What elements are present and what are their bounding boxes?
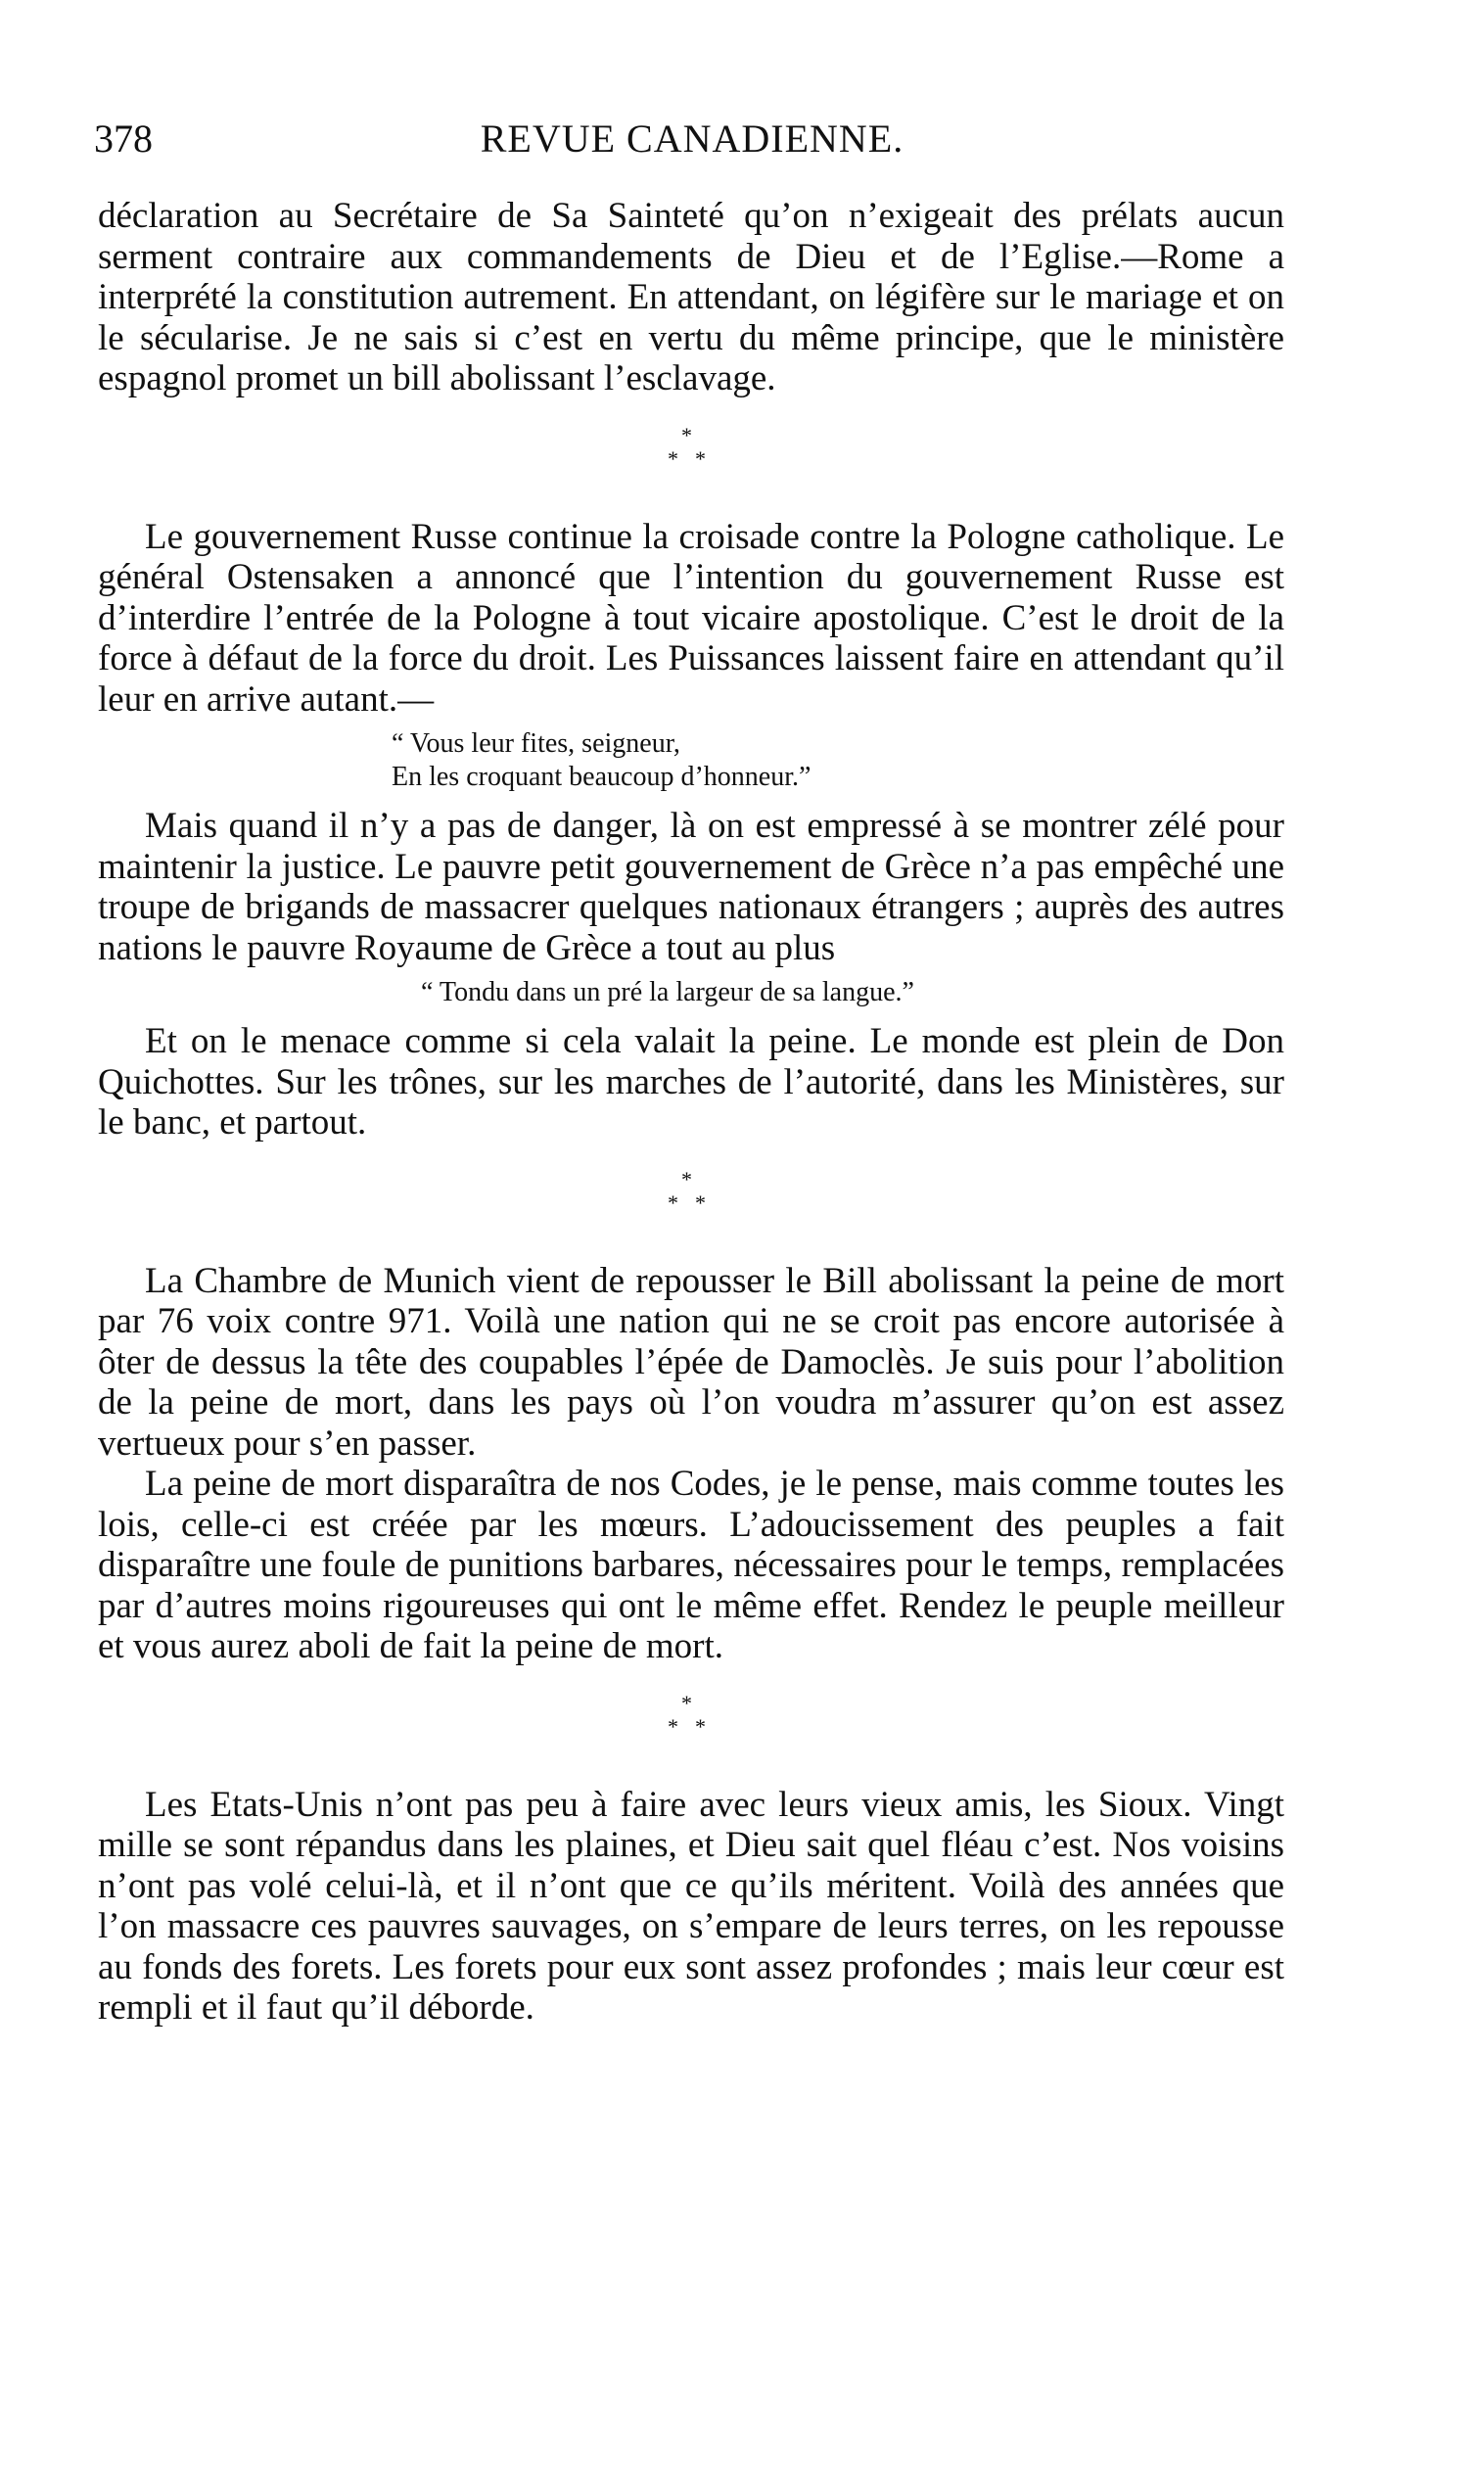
asterism-star: * [668, 445, 678, 471]
running-title: REVUE CANADIENNE. [480, 117, 904, 161]
paragraph-6: La peine de mort disparaîtra de nos Codes, je le pense, mais comme toutes les lois, celle-ci est créée par les mœurs. L’adoucissement des peuples a fait disparaître une foule de punitions barbares, nécessaires pour le temps, remplacées par d’autres moins rigoureuses qui ont le même effet. Rendez le peuple meilleur et vous aurez aboli de fait la peine de mort. [98, 1464, 1284, 1666]
quote-line: En les croquant beaucoup d’honneur.” [392, 762, 812, 792]
asterism-star: * [681, 1166, 692, 1191]
asterism-star: * [695, 1713, 706, 1739]
paragraph-5: La Chambre de Munich vient de repousser le Bill abolissant la peine de mort par 76 voix contre 971. Voilà une nation qui ne se croit pas encore autorisée à ôter de dessus la tête des coupables l’épée de Damoclès. Je suis pour l’abolition de la peine de mort, dans les pays où l’on voudra m’assurer qu’on est assez vertueux pour s’en passer. [98, 1260, 1284, 1464]
paragraph-4: Et on le menace comme si cela valait la peine. Le monde est plein de Don Quichottes. Sur les trônes, sur les marches de l’autorité, dans les Ministères, sur le banc, et partout. [98, 1021, 1284, 1143]
verse-quote [98, 727, 1284, 794]
asterism-star: * [668, 1190, 678, 1215]
asterism-star: * [681, 422, 692, 447]
asterism-star: * [695, 445, 706, 471]
paragraph-3: Mais quand il n’y a pas de danger, là on est empressé à se montrer zélé pour maintenir la justice. Le pauvre petit gouvernement de Grèce n’a pas empêché une troupe de brigands de massacrer quelques nationaux étrangers ; auprès des autres nations le pauvre Royaume de Grèce a tout au plus [98, 806, 1284, 968]
paragraph-2: Le gouvernement Russe continue la croisade contre la Pologne catholique. Le général Ostensaken a annoncé que l’intention du gouvernement Russe est d’interdire l’entrée de la Pologne à tout vicaire apostolique. C’est le droit de la force à défaut de la force du droit. Les Puissances laissent faire en attendant qu’il leur en arrive autant.— [98, 516, 1284, 720]
section-divider-asterism [98, 1143, 1284, 1261]
paragraph-1: déclaration au Secrétaire de Sa Sainteté qu’on n’exigeait des prélats aucun serment contraire aux commandements de Dieu et de l’Eglise.—Rome a interprété la constitution autrement. En attendant, on légifère sur le mariage et on le sécularise. Je ne sais si c’est en vertu du même principe, que le ministère espagnol promet un bill abolissant l’esclavage. [98, 196, 1284, 398]
asterism-star: * [695, 1190, 706, 1215]
asterism-star: * [668, 1713, 678, 1739]
verse-quote [98, 976, 1284, 1009]
page-number: 378 [94, 117, 153, 161]
page-body [98, 196, 1284, 2029]
section-divider-asterism [98, 1667, 1284, 1785]
quote-line: “ Vous leur fites, seigneur, [392, 728, 680, 759]
paragraph-7: Les Etats-Unis n’ont pas peu à faire avec leurs vieux amis, les Sioux. Vingt mille se sont répandus dans les plaines, et Dieu sait quel fléau c’est. Nos voisins n’ont pas volé celui-là, et il n’ont que ce qu’ils méritent. Voilà des années que l’on massacre ces pauvres sauvages, on s’empare de leurs terres, on les repousse au fonds des forets. Les forets pour eux sont assez profondes ; mais leur cœur est rempli et il faut qu’il déborde. [98, 1784, 1284, 2028]
asterism-star: * [681, 1690, 692, 1715]
quote-line: “ Tondu dans un pré la largeur de sa langue.” [421, 977, 914, 1007]
page-header [94, 116, 1290, 170]
section-divider-asterism [98, 399, 1284, 517]
